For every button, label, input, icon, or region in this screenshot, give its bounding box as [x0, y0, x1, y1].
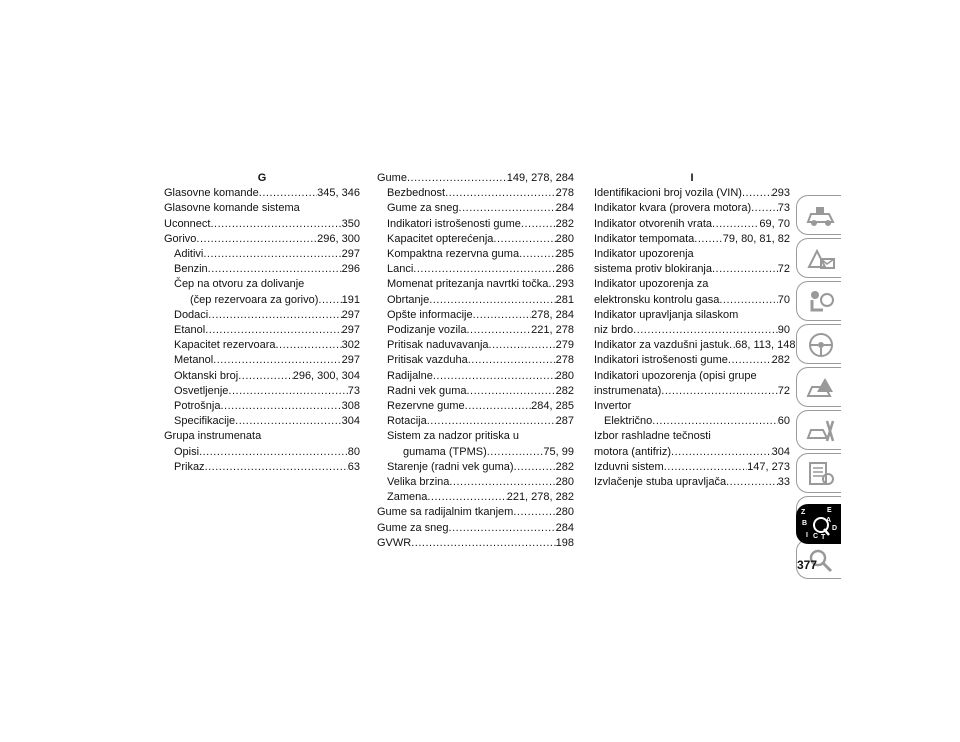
specifications-list-icon: [805, 460, 837, 488]
entry-pages: 280: [555, 476, 574, 489]
index-entry: [164, 353, 360, 368]
index-entry: [377, 445, 574, 460]
entry-pages: 284: [555, 521, 574, 534]
entry-pages: 280: [555, 506, 574, 519]
dot-leader: [521, 217, 556, 232]
dot-leader: [468, 353, 556, 368]
index-entry: Invertor: [594, 400, 632, 413]
dot-leader: [726, 475, 778, 490]
entry-term: Glasovne komande: [164, 187, 259, 200]
entry-term: Prikaz: [174, 460, 205, 473]
index-entry: Indikator upravljanja silaskom: [594, 308, 739, 321]
entry-term: Podizanje vozila: [387, 324, 467, 337]
section-letter-i: I: [690, 172, 694, 184]
index-entry: [377, 171, 574, 186]
entry-term: gumama (TPMS): [403, 445, 487, 458]
tab-safety[interactable]: [796, 281, 841, 321]
index-letter: B: [802, 520, 808, 527]
dot-leader: [671, 445, 772, 460]
section-letter-g: G: [257, 172, 267, 184]
entry-term: Opisi: [174, 445, 200, 458]
index-entry: [377, 186, 574, 201]
dot-leader: [751, 201, 778, 216]
dot-leader: [433, 369, 556, 384]
entry-pages: 282: [771, 354, 790, 367]
entry-term: Benzin: [174, 263, 208, 276]
entry-pages: 33: [777, 476, 790, 489]
entry-pages: 72: [777, 384, 790, 397]
dot-leader: [276, 338, 342, 353]
entry-term: Potrošnja: [174, 400, 221, 413]
dot-leader: [449, 475, 555, 490]
entry-pages: 280: [555, 369, 574, 382]
entry-term: Izvlačenje stuba upravljača: [594, 476, 727, 489]
entry-pages: 350: [341, 217, 360, 230]
dot-leader: [514, 460, 556, 475]
index-letter: I: [806, 532, 808, 539]
entry-pages: 296: [341, 263, 360, 276]
dot-leader: [213, 353, 342, 368]
entry-term: Radijalne: [387, 369, 433, 382]
index-entry: [377, 262, 574, 277]
index-entry: [164, 399, 360, 414]
index-entry: [594, 445, 790, 460]
dot-leader: [208, 308, 341, 323]
entry-pages: 304: [341, 415, 360, 428]
airbag-seat-icon: [805, 288, 837, 316]
entry-pages: 287: [555, 415, 574, 428]
index-entry: [377, 536, 574, 551]
entry-pages: 221, 278: [531, 324, 574, 337]
dot-leader: [235, 414, 342, 429]
index-entry: [594, 262, 790, 277]
entry-pages: 297: [341, 354, 360, 367]
entry-term: Gorivo: [164, 232, 197, 245]
entry-pages: 297: [341, 324, 360, 337]
index-entry: [377, 399, 574, 414]
dot-leader: [742, 186, 772, 201]
index-entry: [164, 186, 360, 201]
index-entry: [164, 338, 360, 353]
tab-emergency[interactable]: [796, 367, 841, 407]
entry-pages: 68, 113, 148: [735, 339, 796, 352]
service-car-icon: [805, 417, 837, 445]
entry-pages: 73: [777, 202, 790, 215]
tab-service[interactable]: [796, 410, 841, 450]
entry-term: Specifikacije: [174, 415, 236, 428]
entry-term: Bezbednost: [387, 187, 446, 200]
dot-leader: [449, 521, 556, 536]
index-entry: [377, 323, 574, 338]
entry-pages: 278: [555, 354, 574, 367]
index-entry: Glasovne komande sistema: [164, 202, 300, 215]
entry-term: sistema protiv blokiranja: [594, 263, 712, 276]
dot-leader: [205, 460, 348, 475]
entry-term: Električno: [604, 415, 653, 428]
entry-pages: 221, 278, 282: [506, 491, 574, 504]
index-entry: [377, 369, 574, 384]
entry-term: elektronsku kontrolu gasa: [594, 293, 720, 306]
entry-term: Gume za sneg: [377, 521, 449, 534]
tab-driving[interactable]: [796, 324, 841, 364]
dot-leader: [459, 201, 556, 216]
dot-leader: [493, 232, 555, 247]
entry-pages: 80: [347, 445, 360, 458]
entry-pages: 345, 346: [317, 187, 360, 200]
dot-leader: [427, 414, 556, 429]
entry-term: Gume sa radijalnim tkanjem: [377, 506, 514, 519]
entry-term: Starenje (radni vek guma): [387, 460, 514, 473]
entry-term: Etanol: [174, 324, 206, 337]
index-letter: Z: [801, 509, 806, 516]
index-entry: [377, 384, 574, 399]
entry-pages: 285: [555, 248, 574, 261]
entry-pages: 281: [555, 293, 574, 306]
index-column-1: [164, 171, 360, 475]
entry-term: Kompaktna rezervna guma: [387, 248, 520, 261]
entry-term: Indikatori istrošenosti gume: [594, 354, 728, 367]
entry-term: Kapacitet rezervoara: [174, 339, 276, 352]
tab-warnings[interactable]: [796, 238, 841, 278]
dot-leader: [238, 369, 293, 384]
entry-pages: 60: [777, 415, 790, 428]
index-entry: [377, 505, 574, 520]
dot-leader: [411, 536, 555, 551]
dot-leader: [473, 308, 532, 323]
index-entry: Indikator upozorenja za: [594, 278, 709, 291]
index-entry: Indikator upozorenja: [594, 248, 694, 260]
dot-leader: [548, 277, 555, 292]
dot-leader: [728, 353, 772, 368]
entry-term: Pritisak vazduha: [387, 354, 468, 367]
index-entry: Izbor rashladne tečnosti: [594, 430, 711, 443]
entry-pages: 63: [347, 460, 360, 473]
entry-term: Uconnect: [164, 217, 211, 230]
entry-pages: 282: [555, 384, 574, 397]
dot-leader: [652, 414, 777, 429]
dot-leader: [220, 399, 341, 414]
entry-pages: 297: [341, 248, 360, 260]
index-letter: E: [827, 507, 832, 514]
index-entry: [377, 353, 574, 368]
dot-leader: [445, 186, 556, 201]
index-entry: [594, 414, 790, 429]
index-entry: [594, 186, 790, 201]
index-entry: [377, 338, 574, 353]
index-entry: [594, 460, 790, 475]
index-entry: Čep na otvoru za dolivanje: [174, 278, 305, 291]
index-letter: T: [821, 534, 826, 541]
index-entry: [377, 277, 574, 292]
entry-term: Aditivi: [174, 248, 204, 260]
dot-leader: [208, 262, 342, 277]
dot-leader: [661, 384, 777, 399]
tab-dashboard[interactable]: [796, 195, 841, 235]
entry-term: Obrtanje: [387, 293, 430, 306]
entry-pages: 293: [771, 187, 790, 200]
entry-term: niz brdo: [594, 324, 634, 337]
entry-pages: 293: [555, 278, 574, 291]
entry-term: Indikator za vazdušni jastuk: [594, 339, 730, 352]
dot-leader: [318, 293, 341, 308]
index-entry: [164, 293, 360, 308]
index-entry: [164, 369, 360, 384]
index-entry: Indikatori upozorenja (opisi grupe: [594, 369, 757, 382]
entry-pages: 70: [777, 293, 790, 306]
index-column-2: [377, 171, 574, 551]
tab-index[interactable]: [796, 504, 841, 544]
dot-leader: [407, 171, 507, 186]
dot-leader: [205, 323, 341, 338]
col1-entries: [164, 186, 360, 475]
entry-term: GVWR: [377, 536, 412, 549]
index-entry: [377, 293, 574, 308]
entry-pages: 278, 284: [531, 308, 574, 321]
dot-leader: [199, 445, 348, 460]
dot-leader: [712, 262, 778, 277]
entry-pages: 72: [777, 263, 790, 276]
index-letter: C: [813, 533, 819, 540]
index-entry: [594, 217, 790, 232]
entry-term: Oktanski broj: [174, 369, 239, 382]
index-entry: [164, 308, 360, 323]
entry-term: Rezervne gume: [387, 400, 465, 413]
dot-leader: [467, 323, 532, 338]
entry-pages: 79, 80, 81, 82: [722, 232, 790, 245]
entry-term: Indikator kvara (provera motora): [594, 202, 752, 215]
entry-term: Indikator tempomata: [594, 232, 695, 245]
entry-pages: 296, 300, 304: [292, 369, 360, 382]
dot-leader: [228, 384, 347, 399]
entry-pages: 308: [341, 400, 360, 413]
entry-pages: 75, 99: [543, 445, 574, 458]
index-letter: A: [826, 517, 832, 524]
dot-leader: [429, 293, 555, 308]
index-entry: [594, 384, 790, 399]
warning-message-icon: [805, 245, 837, 273]
entry-term: Gume za sneg: [387, 202, 459, 215]
index-entry: [594, 232, 790, 247]
entry-term: Radni vek guma: [387, 384, 467, 397]
entry-pages: 280: [555, 232, 574, 245]
entry-pages: 297: [341, 308, 360, 321]
entry-term: Indikatori istrošenosti gume: [387, 217, 521, 230]
col3-entries: [594, 186, 796, 490]
index-entry: [164, 445, 360, 460]
entry-term: Identifikacioni broj vozila (VIN): [594, 187, 742, 200]
index-entry: [164, 323, 360, 338]
index-entry: [164, 414, 360, 429]
dot-leader: [427, 490, 506, 505]
index-column-3: [594, 171, 796, 490]
entry-term: Kapacitet opterećenja: [387, 232, 494, 245]
dot-leader: [664, 460, 747, 475]
index-entry: Grupa instrumenata: [164, 430, 262, 443]
index-entry: [377, 308, 574, 323]
entry-term: Osvetljenje: [174, 384, 229, 397]
dot-leader: [203, 247, 341, 262]
emergency-car-icon: [805, 374, 837, 402]
entry-pages: 149, 278, 284: [506, 172, 574, 184]
dot-leader: [487, 445, 544, 460]
entry-pages: 278: [555, 187, 574, 200]
entry-pages: 147, 273: [747, 460, 790, 473]
dot-leader: [467, 384, 556, 399]
dot-leader: [633, 323, 778, 338]
index-entry: [377, 247, 574, 262]
steering-wheel-icon: [805, 331, 837, 359]
index-entry: Sistem za nadzor pritiska u: [387, 430, 520, 443]
entry-pages: 90: [777, 324, 790, 337]
entry-pages: 284: [555, 202, 574, 215]
entry-term: Indikator otvorenih vrata: [594, 217, 713, 230]
entry-pages: 191: [341, 293, 360, 306]
index-entry: [377, 414, 574, 429]
entry-pages: 304: [771, 445, 790, 458]
entry-term: Lanci: [387, 263, 414, 276]
entry-term: Rotacija: [387, 415, 427, 428]
dot-leader: [489, 338, 556, 353]
entry-pages: 69, 70: [759, 217, 790, 230]
dot-leader: [694, 232, 722, 247]
index-entry: [164, 384, 360, 399]
index-entry: [377, 217, 574, 232]
entry-pages: 286: [555, 263, 574, 276]
dot-leader: [519, 247, 556, 262]
entry-pages: 198: [555, 536, 574, 549]
index-entry: [377, 232, 574, 247]
index-entry: [594, 201, 790, 216]
entry-pages: 284, 285: [531, 400, 574, 413]
index-entry: [164, 217, 360, 232]
index-entry: [594, 338, 796, 353]
entry-term: Zamena: [387, 491, 428, 504]
entry-term: (čep rezervoara za gorivo): [190, 293, 319, 306]
dot-leader: [196, 232, 317, 247]
car-dashboard-icon: [805, 202, 837, 230]
dot-leader: [513, 505, 555, 520]
index-entry: [377, 460, 574, 475]
entry-term: Metanol: [174, 354, 214, 367]
index-entry: [594, 323, 790, 338]
index-letter: D: [832, 525, 838, 532]
entry-term: Pritisak naduvavanja: [387, 339, 489, 352]
col2-entries: [377, 171, 574, 551]
dot-leader: [259, 186, 317, 201]
dot-leader: [719, 293, 777, 308]
entry-pages: 282: [555, 460, 574, 473]
entry-pages: 302: [341, 339, 360, 352]
index-entry: [164, 232, 360, 247]
index-entry: [377, 521, 574, 536]
index-entry: [377, 201, 574, 216]
entry-term: Opšte informacije: [387, 308, 473, 321]
index-entry: [594, 353, 790, 368]
entry-term: Izduvni sistem: [594, 460, 664, 473]
entry-term: motora (antifriz): [594, 445, 672, 458]
index-entry: [594, 475, 790, 490]
index-entry: [594, 293, 790, 308]
entry-term: Gume: [377, 172, 407, 184]
tab-specifications[interactable]: [796, 453, 841, 493]
entry-pages: 296, 300: [317, 232, 360, 245]
dot-leader: [413, 262, 555, 277]
dot-leader: [712, 217, 759, 232]
index-entry: [164, 262, 360, 277]
index-entry: [164, 460, 360, 475]
dot-leader: [210, 217, 341, 232]
page-number: 377: [797, 558, 818, 572]
entry-pages: 73: [347, 384, 360, 397]
entry-term: instrumenata): [594, 384, 662, 397]
entry-term: Velika brzina: [387, 476, 450, 489]
entry-pages: 282: [555, 217, 574, 230]
index-entry: [377, 475, 574, 490]
entry-term: Momenat pritezanja navrtki točka: [387, 278, 549, 291]
index-entry: [377, 490, 574, 505]
entry-pages: 279: [555, 339, 574, 352]
entry-term: Dodaci: [174, 308, 209, 321]
index-entry: [164, 247, 360, 262]
dot-leader: [465, 399, 532, 414]
